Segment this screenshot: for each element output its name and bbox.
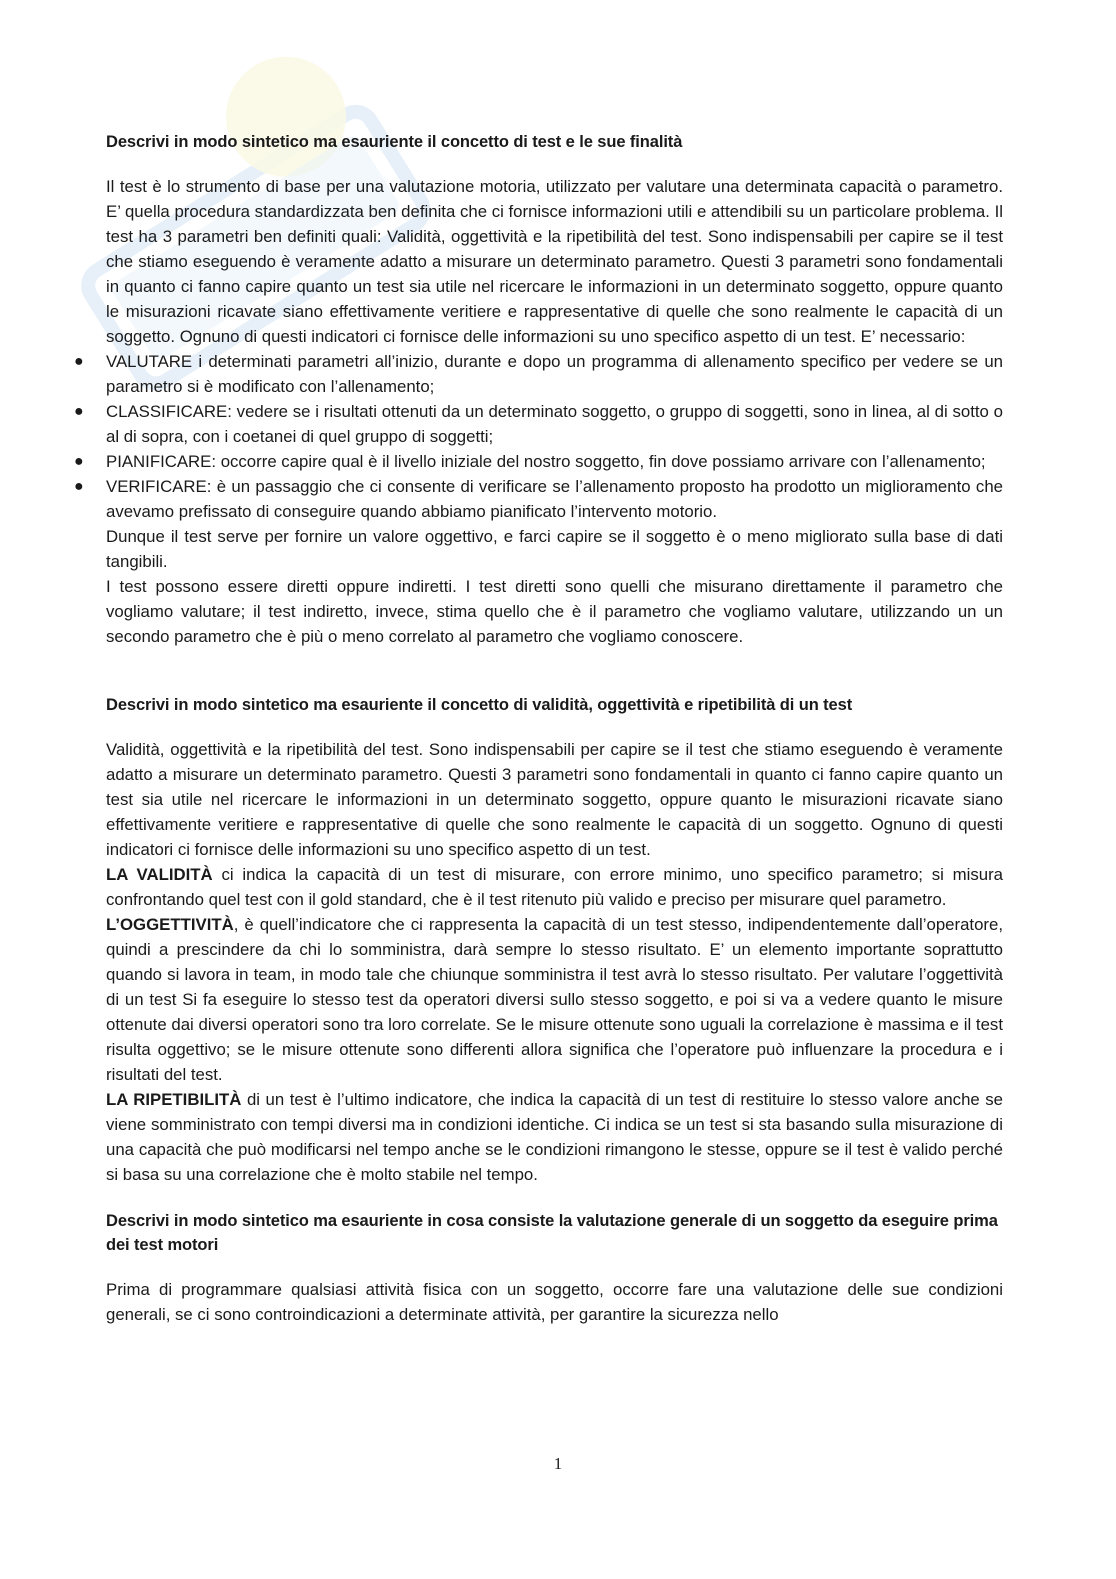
section-general-assessment bbox=[106, 1209, 1003, 1327]
section-validity-objectivity-repeatability bbox=[106, 693, 1003, 1187]
paragraph: Dunque il test serve per fornire un valore oggettivo, e farci capire se il soggetto è o meno migliorato sulla base di dati tangibili. bbox=[106, 527, 1003, 571]
list-item bbox=[74, 399, 1003, 449]
section-heading: Descrivi in modo sintetico ma esauriente il concetto di test e le sue finalità bbox=[106, 133, 683, 151]
bullet-icon: ● bbox=[74, 478, 84, 495]
list-item-text: PIANIFICARE: occorre capire qual è il livello iniziale del nostro soggetto, fin dove possiamo arrivare con l’allenamento; bbox=[106, 452, 986, 471]
paragraph: Prima di programmare qualsiasi attività fisica con un soggetto, occorre fare una valutazione delle sue condizioni generali, se ci sono controindicazioni a determinate attività, per garantire la sicurezza nello bbox=[106, 1280, 1003, 1324]
bullet-icon: ● bbox=[74, 403, 84, 420]
term-ripetibilita: LA RIPETIBILITÀ bbox=[106, 1090, 242, 1109]
paragraph: I test possono essere diretti oppure indiretti. I test diretti sono quelli che misurano direttamente il parametro che vogliamo valutare; il test indiretto, invece, stima quello che è il parametro che vogliamo valutare, utilizzando un un secondo parametro che è più o meno correlato al parametro che vogliamo conoscere. bbox=[106, 577, 1003, 646]
term-definition: di un test è l’ultimo indicatore, che indica la capacità di un test di restituire lo stesso valore anche se viene somministrato con tempi diversi ma in condizioni identiche. Ci indica se un test si sta basando sulla misurazione di una capacità che può modificarsi nel tempo anche se le condizioni rimangono le stesse, oppure se il test è valido perché si basa su una correlazione che è molto stabile nel tempo. bbox=[106, 1090, 1003, 1184]
document-page bbox=[74, 130, 1004, 1327]
page-number: 1 bbox=[553, 1454, 563, 1473]
section-heading: Descrivi in modo sintetico ma esauriente il concetto di validità, oggettività e ripetibilità di un test bbox=[106, 696, 853, 714]
term-definition: , è quell’indicatore che ci rappresenta la capacità di un test stesso, indipendentemente dall’operatore, quindi a prescindere da chi lo somministra, darà sempre lo stesso risultato. E’ un elemento importante soprattutto quando si lavora in team, in modo tale che chiunque somministra il test avrà lo stesso risultato. Per valutare l’oggettività di un test Si fa eseguire lo stesso test da operatori diversi sullo stesso soggetto, e poi si va a vedere quanto le misure ottenute dai diversi operatori sono tra loro correlate. Se le misure ottenute sono uguali la correlazione è massima e il test risulta oggettivo; se le misure ottenute sono differenti allora significa che l’operatore può influenzare la procedura e i risultati del test. bbox=[106, 915, 1003, 1084]
paragraph: Validità, oggettività e la ripetibilità del test. Sono indispensabili per capire se il test che stiamo eseguendo è veramente adatto a misurare un determinato parametro. Questi 3 parametri sono fondamentali in quanto ci fanno capire quanto un test sia utile nel ricercare le informazioni in un determinato soggetto, oppure quanto le misurazioni ricavate siano effettivamente veritiere e rappresentative di quelle che sono realmente le capacità di un soggetto. Ognuno di questi indicatori ci fornisce delle informazioni su uno specifico aspetto di un test. bbox=[106, 740, 1003, 859]
section-test-concept bbox=[74, 130, 1003, 649]
term-validita: LA VALIDITÀ bbox=[106, 865, 213, 884]
paragraph: Il test è lo strumento di base per una valutazione motoria, utilizzato per valutare una determinata capacità o parametro. E’ quella procedura standardizzata ben definita che ci fornisce informazioni utili e attendibili su un particolare problema. Il test ha 3 parametri ben definiti quali: Validità, oggettività e la ripetibilità del test. Sono indispensabili per capire se il test che stiamo eseguendo è veramente adatto a misurare un determinato parametro. Questi 3 parametri sono fondamentali in quanto ci fanno capire quanto un test sia utile nel ricercare le informazioni in un determinato soggetto, oppure quanto le misurazioni ricavate siano effettivamente veritiere e rappresentative di quelle che sono realmente le capacità di un soggetto. Ognuno di questi indicatori ci fornisce delle informazioni su uno specifico aspetto di un test. E’ necessario: bbox=[106, 177, 1003, 346]
list-item bbox=[74, 449, 1003, 474]
bullet-icon: ● bbox=[74, 353, 84, 370]
bullet-icon: ● bbox=[74, 453, 84, 470]
list-item bbox=[74, 474, 1003, 524]
list-item bbox=[74, 349, 1003, 399]
list-item-text: CLASSIFICARE: vedere se i risultati ottenuti da un determinato soggetto, o gruppo di soggetti, sono in linea, al di sotto o al di sopra, con i coetanei di quel gruppo di soggetti; bbox=[106, 402, 1003, 446]
paragraph-validita bbox=[106, 862, 1003, 912]
term-definition: ci indica la capacità di un test di misurare, con errore minimo, uno specifico parametro; si misura confrontando quel test con il gold standard, che è il test ritenuto più valido e preciso per misurare quel parametro. bbox=[106, 865, 1004, 909]
bullet-list bbox=[74, 349, 1003, 524]
list-item-text: VALUTARE i determinati parametri all’inizio, durante e dopo un programma di allenamento specifico per vedere se un parametro si è modificato con l’allenamento; bbox=[106, 352, 1003, 396]
term-oggettivita: L’OGGETTIVITÀ bbox=[106, 915, 234, 934]
section-heading: Descrivi in modo sintetico ma esauriente in cosa consiste la valutazione generale di un soggetto da eseguire prima dei test motori bbox=[106, 1212, 998, 1254]
paragraph-oggettivita bbox=[106, 912, 1003, 1087]
paragraph-ripetibilita bbox=[106, 1087, 1003, 1187]
list-item-text: VERIFICARE: è un passaggio che ci consente di verificare se l’allenamento proposto ha prodotto un miglioramento che avevamo prefissato di conseguire quando abbiamo pianificato l’intervento motorio. bbox=[106, 477, 1003, 521]
